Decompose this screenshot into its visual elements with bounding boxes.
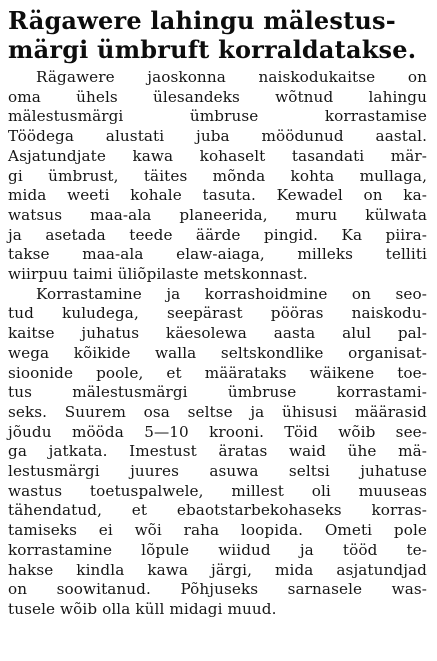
text-line: tus mälestusmärgi ümbruse korrastami- xyxy=(8,383,427,402)
text-line: seks. Suurem osa seltse ja ühisusi määrasid xyxy=(8,402,427,421)
text-line: sioonide poole, et määrataks wäikene toe- xyxy=(8,363,427,382)
text-line: gi ümbrust, täites mõnda kohta mullaga, xyxy=(8,166,427,185)
headline-line: Rägawere lahingu mälestus- xyxy=(8,6,396,35)
text-line: Töödega alustati juba möödunud aastal. xyxy=(8,127,427,146)
text-line: tamiseks ei wõi raha loopida. Ometi pole xyxy=(8,521,427,540)
article-paragraph xyxy=(8,285,427,620)
headline-line: märgi ümbruft korraldatakse. xyxy=(8,35,417,64)
text-line: mälestusmärgi ümbruse korrastamise xyxy=(8,107,427,126)
article-headline xyxy=(8,6,427,64)
text-line: mida weeti kohale tasuta. Kewadel on ka- xyxy=(8,186,427,205)
text-line: takse maa-ala elaw-aiaga, milleks telliti xyxy=(8,245,427,264)
text-line: kaitse juhatus käesolewa aasta alul pal- xyxy=(8,324,427,343)
text-line: tud kuludega, seepärast pööras naiskodu- xyxy=(8,304,427,323)
text-line: korrastamine lõpule wiidud ja tööd te- xyxy=(8,540,427,559)
text-line: lestusmärgi juures asuwa seltsi juhatuse xyxy=(8,462,427,481)
article-paragraph xyxy=(8,68,427,285)
text-line: watsus maa-ala planeerida, muru külwata xyxy=(8,205,427,224)
text-line: Asjatundjate kawa kohaselt tasandati mär- xyxy=(8,146,427,165)
text-line: wega kõikide walla seltskondlike organisat- xyxy=(8,343,427,362)
text-line: Korrastamine ja korrashoidmine on seo- xyxy=(36,284,427,303)
text-line: Rägawere jaoskonna naiskodukaitse on xyxy=(36,68,427,86)
article-body xyxy=(8,68,427,620)
text-line: ga jatkata. Imestust äratas waid ühe mä- xyxy=(8,442,427,461)
text-line: wiirpuu taimi üliõpilaste metskonnast. xyxy=(8,265,308,284)
text-line: tusele wõib olla küll midagi muud. xyxy=(8,599,277,618)
text-line: on soowitanud. Põhjuseks sarnasele was- xyxy=(8,580,427,599)
text-line: jõudu mööda 5—10 krooni. Töid wõib see- xyxy=(8,422,427,441)
text-line: ja asetada teede äärde pingid. Ka piira- xyxy=(8,225,427,244)
text-line: hakse kindla kawa järgi, mida asjatundjad xyxy=(8,560,427,579)
text-line: tähendatud, et ebaotstarbekohaseks korras- xyxy=(8,501,427,520)
text-line: oma ühels ülesandeks wõtnud lahingu xyxy=(8,87,427,106)
text-line: wastus toetuspalwele, millest oli muuseas xyxy=(8,481,427,500)
